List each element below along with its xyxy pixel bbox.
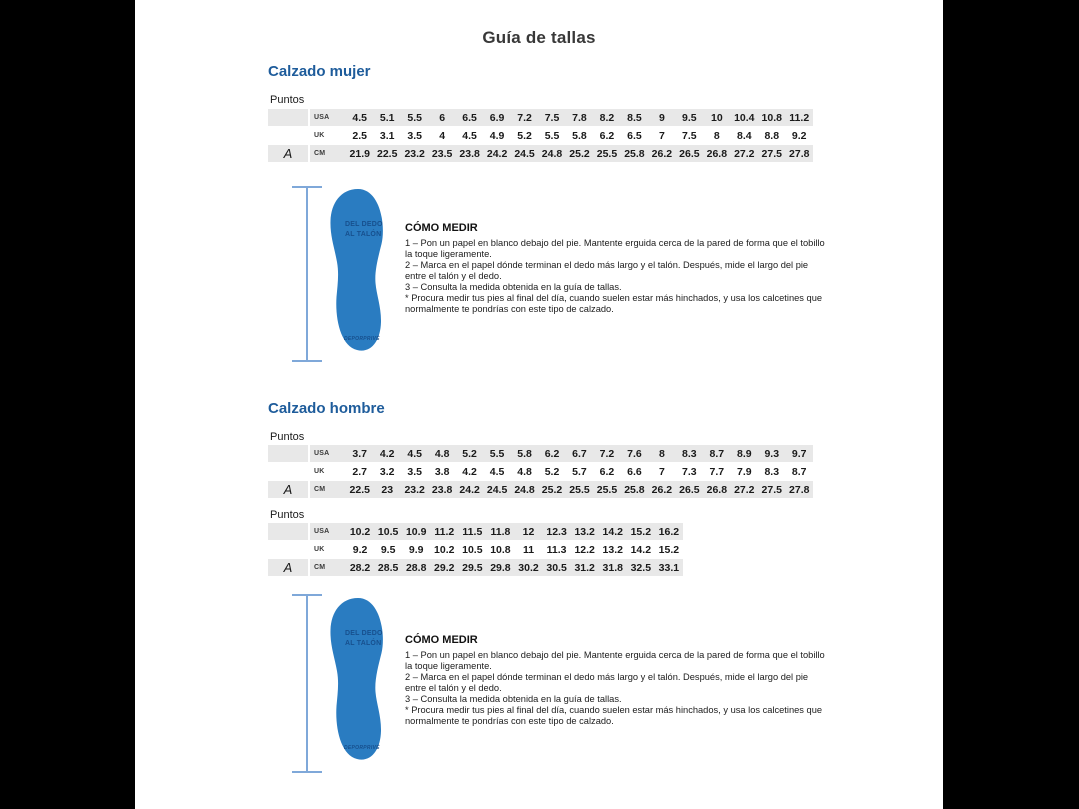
how-to-measure-step: 2 – Marca en el papel dónde terminan el dedo más largo y el talón. Después, mide el largo del pie entre el talón y el dedo. — [405, 671, 809, 693]
size-value: 5.8 — [517, 447, 532, 460]
size-value: 10.5 — [462, 543, 483, 556]
how-to-measure-steps — [405, 650, 829, 727]
table-row-uk — [268, 127, 813, 144]
size-value: 4.5 — [489, 465, 505, 478]
size-value: 6.2 — [599, 465, 615, 478]
size-value: 10 — [710, 111, 723, 124]
size-value: 26.8 — [706, 147, 728, 160]
size-value: 12.2 — [574, 543, 595, 556]
size-value: 5.8 — [572, 129, 587, 142]
size-value: 11.5 — [462, 525, 483, 538]
size-value: 26.8 — [706, 483, 728, 496]
row-label: UK — [314, 468, 325, 475]
size-value: 24.8 — [541, 147, 563, 160]
size-value: 5.1 — [379, 111, 395, 124]
size-value: 9.7 — [791, 447, 807, 460]
size-value: 8 — [713, 129, 720, 142]
table-row-cm — [268, 145, 813, 162]
size-value: 25.8 — [624, 483, 645, 496]
size-table-women — [268, 109, 813, 163]
size-value: 28.5 — [377, 561, 399, 574]
size-value: 2.5 — [352, 129, 368, 142]
size-value: 25.5 — [569, 483, 590, 496]
size-value: 4.8 — [517, 465, 532, 478]
size-value: 7.2 — [599, 447, 615, 460]
size-value: 7.6 — [627, 447, 642, 460]
size-value: 8.2 — [599, 111, 615, 124]
size-value: 27.5 — [761, 483, 782, 496]
size-value: 9.2 — [352, 543, 368, 556]
size-value: 30.2 — [518, 561, 539, 574]
size-value: 25.8 — [624, 147, 645, 160]
size-value: 28.2 — [349, 561, 371, 574]
size-value: 15.2 — [658, 543, 680, 556]
size-value: 28.8 — [405, 561, 427, 574]
size-value: 4.2 — [462, 465, 477, 478]
size-value: 6.7 — [572, 447, 587, 460]
corner-cell: A — [268, 559, 310, 576]
size-value: 6.2 — [599, 129, 615, 142]
size-value: 6 — [439, 111, 446, 124]
size-value: 32.5 — [630, 561, 652, 574]
size-value: 8.7 — [791, 465, 807, 478]
page-title: Guía de tallas — [482, 28, 596, 47]
size-value: 25.5 — [596, 147, 618, 160]
size-value: 25.2 — [569, 147, 590, 160]
size-value: 9.2 — [791, 129, 807, 142]
measure-label-line2: AL TALÓN — [345, 640, 382, 647]
size-value: 10.5 — [377, 525, 399, 538]
corner-cell — [268, 445, 310, 462]
size-value: 10.8 — [761, 111, 782, 124]
footprint-diagram-icon — [328, 597, 392, 771]
how-to-measure-step: * Procura medir tus pies al final del día, cuando suelen estar más hinchados, y usa los calcetines que normalmente te pondrías con este tipo de calzado. — [405, 704, 823, 726]
size-value: 11.2 — [789, 111, 810, 124]
size-value: 4.5 — [407, 447, 422, 460]
size-value: 6.5 — [462, 111, 477, 124]
size-value: 26.5 — [679, 147, 700, 160]
size-value: 5.2 — [544, 465, 560, 478]
size-value: 5.5 — [544, 129, 560, 142]
section-heading-men: Calzado hombre — [268, 400, 385, 417]
size-value: 5.2 — [517, 129, 532, 142]
size-value: 26.2 — [651, 147, 673, 160]
how-to-measure-heading: CÓMO MEDIR — [405, 222, 478, 234]
size-value: 3.1 — [379, 129, 395, 142]
size-value: 5.5 — [489, 447, 505, 460]
how-to-measure-step: 3 – Consulta la medida obtenida en la guía de tallas. — [405, 693, 622, 704]
size-value: 8.3 — [764, 465, 780, 478]
size-value: 23.8 — [459, 147, 480, 160]
how-to-measure-heading: CÓMO MEDIR — [405, 634, 478, 646]
size-value: 8.4 — [736, 129, 752, 142]
size-value: 5.2 — [462, 447, 477, 460]
size-value: 13.2 — [602, 543, 623, 556]
size-value: 22.5 — [376, 147, 398, 160]
size-value: 23.8 — [431, 483, 453, 496]
size-value: 15.2 — [630, 525, 652, 538]
how-to-measure-step: 3 – Consulta la medida obtenida en la guía de tallas. — [405, 281, 622, 292]
size-value: 9 — [658, 111, 665, 124]
size-value: 9.3 — [764, 447, 780, 460]
size-value: 5.7 — [572, 465, 587, 478]
size-value: 11 — [522, 543, 535, 556]
size-value: 25.2 — [541, 483, 563, 496]
measure-line-bottom-cap — [292, 771, 322, 773]
size-value: 11.2 — [434, 525, 455, 538]
size-value: 3.7 — [352, 447, 368, 460]
size-table-men-large — [268, 523, 683, 577]
table-row-usa — [268, 445, 813, 462]
measure-label-line2: AL TALÓN — [345, 231, 382, 238]
table-row-uk — [268, 541, 683, 558]
size-value: 4.5 — [352, 111, 368, 124]
row-label: UK — [314, 132, 325, 139]
how-to-measure-steps — [405, 238, 829, 315]
measure-line — [306, 595, 308, 771]
size-value: 33.1 — [658, 561, 680, 574]
table-row-uk — [268, 463, 813, 480]
row-label: CM — [314, 150, 326, 157]
measure-label-line1: DEL DEDO — [345, 221, 383, 228]
size-value: 31.8 — [602, 561, 623, 574]
size-value: 4.9 — [489, 129, 505, 142]
size-value: 6.5 — [627, 129, 642, 142]
brand-logo: DEPORPRIVÉ — [344, 336, 380, 342]
size-value: 25.5 — [596, 483, 618, 496]
row-label: CM — [314, 486, 326, 493]
row-label: UK — [314, 546, 325, 553]
size-value: 12 — [522, 525, 535, 538]
size-value: 7.9 — [736, 465, 752, 478]
size-value: 29.8 — [490, 561, 511, 574]
footprint-diagram-icon — [328, 188, 392, 362]
size-value: 6.2 — [544, 447, 560, 460]
corner-cell — [268, 523, 310, 540]
size-value: 22.5 — [349, 483, 370, 496]
size-value: 26.5 — [679, 483, 700, 496]
how-to-measure-women — [405, 222, 829, 315]
size-value: 4 — [439, 129, 446, 142]
size-value: 29.2 — [434, 561, 455, 574]
size-value: 8.9 — [736, 447, 752, 460]
size-value: 10.8 — [490, 543, 511, 556]
points-label-women: Puntos — [270, 94, 305, 106]
size-value: 3.8 — [434, 465, 450, 478]
brand-logo: DEPORPRIVÉ — [344, 745, 380, 751]
size-value: 23.2 — [404, 147, 425, 160]
size-value: 9.5 — [682, 111, 697, 124]
how-to-measure-men — [405, 634, 829, 727]
size-value: 26.2 — [651, 483, 673, 496]
size-value: 24.2 — [459, 483, 480, 496]
size-value: 7.3 — [682, 465, 697, 478]
size-value: 11.3 — [546, 543, 567, 556]
size-value: 23.2 — [404, 483, 425, 496]
size-value: 7.5 — [544, 111, 560, 124]
size-value: 5.5 — [407, 111, 422, 124]
size-value: 23 — [381, 483, 394, 496]
size-value: 12.3 — [546, 525, 567, 538]
row-label: USA — [314, 528, 330, 535]
corner-cell — [268, 109, 310, 126]
size-value: 4.5 — [462, 129, 477, 142]
size-value: 8.5 — [627, 111, 642, 124]
corner-cell: A — [268, 481, 310, 498]
size-value: 16.2 — [658, 525, 680, 538]
size-value: 24.2 — [486, 147, 508, 160]
size-value: 10.2 — [434, 543, 455, 556]
section-heading-women: Calzado mujer — [268, 63, 371, 80]
size-value: 3.2 — [379, 465, 395, 478]
row-label: USA — [314, 114, 330, 121]
size-value: 29.5 — [462, 561, 483, 574]
size-value: 24.5 — [486, 483, 508, 496]
size-value: 8.7 — [709, 447, 725, 460]
size-value: 31.2 — [574, 561, 595, 574]
row-label: USA — [314, 450, 330, 457]
table-row-cm — [268, 559, 683, 576]
size-value: 30.5 — [546, 561, 567, 574]
measure-line — [306, 187, 308, 361]
size-value: 4.8 — [434, 447, 450, 460]
size-value: 27.8 — [789, 483, 810, 496]
points-label-men-1: Puntos — [270, 431, 305, 443]
size-value: 6.9 — [489, 111, 505, 124]
how-to-measure-step: * Procura medir tus pies al final del día, cuando suelen estar más hinchados, y usa los calcetines que normalmente te pondrías con este tipo de calzado. — [405, 292, 823, 314]
corner-cell — [268, 127, 310, 144]
corner-cell: A — [268, 145, 310, 162]
size-value: 27.8 — [789, 147, 810, 160]
size-value: 2.7 — [352, 465, 368, 478]
size-value: 8.3 — [682, 447, 697, 460]
how-to-measure-step: 1 – Pon un papel en blanco debajo del pie. Mantente erguida cerca de la pared de forma que el tobillo la toque ligeramente. — [405, 650, 825, 671]
size-value: 9.9 — [408, 543, 424, 556]
size-value: 14.2 — [602, 525, 623, 538]
table-row-usa — [268, 523, 683, 540]
how-to-measure-step: 2 – Marca en el papel dónde terminan el dedo más largo y el talón. Después, mide el largo del pie entre el talón y el dedo. — [405, 259, 809, 281]
size-value: 7.7 — [709, 465, 725, 478]
size-value: 14.2 — [630, 543, 652, 556]
measure-label-line1: DEL DEDO — [345, 630, 383, 637]
how-to-measure-step: 1 – Pon un papel en blanco debajo del pie. Mantente erguida cerca de la pared de forma que el tobillo la toque ligeramente. — [405, 238, 825, 259]
size-value: 13.2 — [574, 525, 595, 538]
measure-line-bottom-cap — [292, 360, 322, 362]
size-value: 27.2 — [734, 483, 755, 496]
size-value: 23.5 — [431, 147, 453, 160]
size-value: 11.8 — [490, 525, 511, 538]
size-value: 8 — [658, 447, 665, 460]
size-value: 24.8 — [514, 483, 535, 496]
footprint-shape — [330, 189, 382, 351]
size-value: 7.8 — [572, 111, 587, 124]
size-value: 21.9 — [349, 147, 370, 160]
size-guide-page — [135, 0, 943, 809]
table-row-cm — [268, 481, 813, 498]
size-value: 10.4 — [734, 111, 755, 124]
size-value: 3.5 — [407, 129, 422, 142]
size-value: 4.2 — [379, 447, 395, 460]
points-label-men-2: Puntos — [270, 509, 305, 521]
corner-cell — [268, 463, 310, 480]
corner-cell — [268, 541, 310, 558]
size-value: 6.6 — [627, 465, 642, 478]
size-value: 9.5 — [380, 543, 396, 556]
size-value: 3.5 — [407, 465, 422, 478]
size-value: 24.5 — [514, 147, 535, 160]
size-value: 8.8 — [764, 129, 780, 142]
size-value: 27.5 — [761, 147, 782, 160]
row-label: CM — [314, 564, 326, 571]
size-value: 27.2 — [734, 147, 755, 160]
size-value: 7 — [658, 465, 665, 478]
size-value: 7 — [658, 129, 665, 142]
table-row-usa — [268, 109, 813, 126]
size-table-men-small — [268, 445, 813, 499]
size-value: 10.2 — [349, 525, 371, 538]
size-value: 7.5 — [682, 129, 697, 142]
size-value: 10.9 — [405, 525, 427, 538]
footprint-shape — [330, 598, 382, 760]
size-value: 7.2 — [517, 111, 532, 124]
